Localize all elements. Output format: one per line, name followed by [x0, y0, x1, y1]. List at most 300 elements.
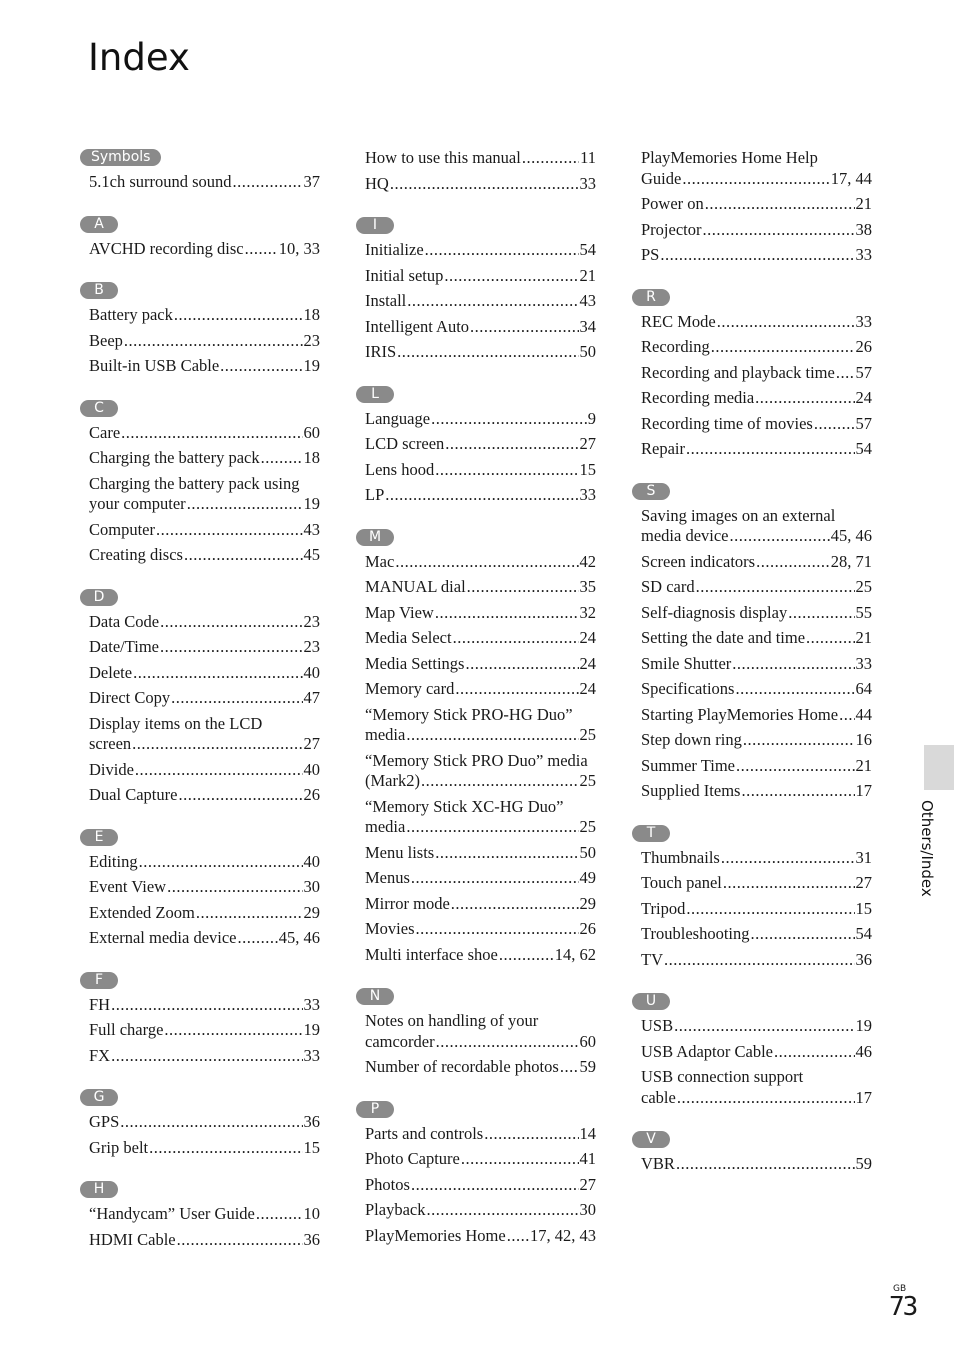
entry-term: Multi interface shoe: [365, 944, 498, 964]
entry-term: LCD screen: [365, 434, 445, 453]
entry-page-ref[interactable]: 36: [855, 949, 872, 969]
entry-page-ref[interactable]: 26: [303, 785, 320, 804]
entry-page-ref[interactable]: 29: [579, 893, 596, 913]
entry-page-ref[interactable]: 55: [855, 602, 872, 622]
index-entry[interactable]: [89, 850, 320, 873]
entry-page-ref[interactable]: 15: [579, 459, 596, 479]
index-entry[interactable]: [89, 686, 320, 709]
entry-line: [365, 240, 596, 261]
entry-page-ref[interactable]: 59: [855, 1154, 872, 1173]
index-entry[interactable]: [89, 1202, 320, 1225]
index-entry[interactable]: [641, 728, 872, 751]
entry-page-ref[interactable]: 9: [587, 408, 596, 428]
entry-page-ref[interactable]: 23: [303, 637, 320, 656]
index-entry[interactable]: [365, 749, 596, 792]
entry-line: [365, 317, 596, 338]
entry-page-ref[interactable]: 18: [303, 448, 320, 467]
entry-page-ref[interactable]: 46: [855, 1041, 872, 1061]
entry-line: [641, 628, 872, 649]
index-entry[interactable]: [89, 329, 320, 352]
entry-page-ref[interactable]: 54: [855, 439, 872, 458]
index-entry[interactable]: [641, 146, 872, 189]
entry-page-ref[interactable]: 32: [579, 602, 596, 622]
entry-page-ref[interactable]: 36: [303, 1112, 320, 1131]
entry-page-ref[interactable]: 25: [579, 771, 596, 790]
index-entry[interactable]: [641, 243, 872, 266]
index-entry[interactable]: [641, 1152, 872, 1175]
index-entry[interactable]: [641, 218, 872, 241]
index-entry[interactable]: [641, 677, 872, 700]
entry-line: [365, 771, 596, 792]
index-entry[interactable]: [641, 412, 872, 435]
index-entry[interactable]: [89, 1228, 320, 1251]
entry-page-ref[interactable]: 28, 71: [830, 551, 872, 571]
dot-leader: [756, 552, 830, 573]
entry-page-ref[interactable]: 10: [303, 1204, 320, 1223]
entry-page-ref[interactable]: 27: [855, 873, 872, 892]
index-entry[interactable]: [641, 652, 872, 675]
index-entry[interactable]: [641, 335, 872, 358]
dot-leader: [499, 945, 554, 966]
index-section: [356, 214, 596, 363]
index-entry[interactable]: [365, 146, 596, 169]
index-entry[interactable]: [89, 1110, 320, 1133]
index-entry[interactable]: [641, 948, 872, 971]
dot-leader: [177, 1230, 303, 1251]
index-entry[interactable]: [641, 192, 872, 215]
entry-page-ref[interactable]: 60: [303, 422, 320, 442]
entry-page-ref[interactable]: 24: [579, 679, 596, 698]
entry-page-ref[interactable]: 33: [579, 485, 596, 504]
dot-leader: [411, 868, 579, 889]
index-entry[interactable]: [365, 795, 596, 838]
entry-page-ref[interactable]: 30: [303, 877, 320, 896]
entry-list: [365, 1122, 596, 1247]
index-entry[interactable]: [89, 610, 320, 633]
entry-line: [89, 903, 320, 924]
index-entry[interactable]: [641, 601, 872, 624]
entry-line: [641, 848, 872, 869]
index-entry[interactable]: [89, 661, 320, 684]
entry-term-line: Saving images on an external: [641, 505, 836, 525]
index-entry[interactable]: [365, 1009, 596, 1052]
index-entry[interactable]: [365, 626, 596, 649]
index-entry[interactable]: [89, 901, 320, 924]
index-section: [80, 397, 320, 566]
index-entry[interactable]: [641, 1014, 872, 1037]
index-entry[interactable]: [365, 601, 596, 624]
entry-page-ref[interactable]: 27: [303, 734, 320, 753]
entry-term: Computer: [89, 519, 155, 539]
index-entry[interactable]: [89, 1018, 320, 1041]
dot-leader: [426, 1200, 578, 1221]
index-entry[interactable]: [89, 354, 320, 377]
index-entry[interactable]: [89, 783, 320, 806]
entry-term-line: “Memory Stick PRO-HG Duo”: [365, 704, 573, 724]
entry-line: [365, 1057, 596, 1078]
dot-leader: [736, 756, 855, 777]
section-letter-badge: S: [632, 483, 670, 500]
entry-line: [365, 919, 596, 940]
dot-leader: [406, 817, 578, 838]
dot-leader: [390, 174, 579, 195]
entry-page-ref[interactable]: 30: [579, 1200, 596, 1219]
index-entry[interactable]: [641, 575, 872, 598]
entry-page-ref[interactable]: 40: [303, 662, 320, 682]
entry-page-ref[interactable]: 47: [303, 688, 320, 707]
entry-page-ref[interactable]: 40: [303, 851, 320, 871]
entry-line: [365, 552, 596, 573]
entry-term: TV: [641, 949, 663, 969]
entry-page-ref[interactable]: 42: [579, 551, 596, 571]
entry-line: [641, 577, 872, 598]
entry-page-ref[interactable]: 33: [855, 245, 872, 264]
entry-line: [89, 734, 320, 755]
dot-leader: [164, 1020, 302, 1041]
entry-line: [365, 485, 596, 506]
index-entry[interactable]: [365, 917, 596, 940]
entry-term: Data Code: [89, 611, 160, 631]
dot-leader: [453, 628, 579, 649]
index-entry[interactable]: [89, 712, 320, 755]
entry-page-ref[interactable]: 57: [855, 413, 872, 433]
entry-page-ref[interactable]: 14: [579, 1123, 596, 1143]
dot-leader: [788, 603, 854, 624]
index-entry[interactable]: [89, 1136, 320, 1159]
dot-leader: [120, 1112, 302, 1133]
section-letter-badge: T: [632, 825, 670, 842]
index-entry[interactable]: [641, 361, 872, 384]
entry-page-ref[interactable]: 10, 33: [278, 238, 320, 258]
entry-term-line: “Memory Stick XC-HG Duo”: [365, 796, 564, 816]
entry-page-ref[interactable]: 43: [303, 519, 320, 539]
index-entry[interactable]: [365, 652, 596, 675]
index-entry[interactable]: [365, 1173, 596, 1196]
index-entry[interactable]: [89, 446, 320, 469]
entry-line: [89, 852, 320, 873]
entry-line: [365, 817, 596, 838]
entry-term: GPS: [89, 1112, 120, 1131]
index-entry[interactable]: [365, 703, 596, 746]
dot-leader: [411, 1175, 579, 1196]
entry-page-ref[interactable]: 37: [303, 172, 320, 191]
entry-line: [641, 1016, 872, 1037]
index-entry[interactable]: [641, 310, 872, 333]
dot-leader: [425, 240, 579, 261]
section-letter-badge: U: [632, 993, 670, 1010]
section-letter-badge: V: [632, 1131, 670, 1148]
entry-page-ref[interactable]: 45, 46: [830, 526, 872, 545]
section-letter-badge: L: [356, 386, 394, 403]
entry-term: Mac: [365, 551, 395, 571]
section-letter-badge: D: [80, 589, 118, 606]
index-entry[interactable]: [641, 922, 872, 945]
entry-term: Full charge: [89, 1020, 164, 1039]
entry-page-ref[interactable]: 21: [855, 194, 872, 213]
entry-page-ref[interactable]: 17, 42, 43: [530, 1225, 596, 1245]
entry-term: Self-diagnosis display: [641, 602, 788, 622]
entry-page-ref[interactable]: 26: [579, 919, 596, 938]
index-entry[interactable]: [365, 289, 596, 312]
entry-term: FX: [89, 1045, 111, 1065]
entry-line: [89, 331, 320, 352]
entry-term: screen: [89, 734, 132, 753]
entry-line: [641, 873, 872, 894]
index-entry[interactable]: [365, 315, 596, 338]
index-entry[interactable]: [365, 1198, 596, 1221]
index-entry[interactable]: [89, 543, 320, 566]
entry-line: [365, 945, 596, 966]
dot-leader: [674, 1016, 854, 1037]
entry-page-ref[interactable]: 24: [579, 653, 596, 673]
index-entry[interactable]: [89, 303, 320, 326]
index-entry[interactable]: [89, 237, 320, 260]
entry-page-ref[interactable]: 44: [855, 704, 872, 724]
index-entry[interactable]: [365, 458, 596, 481]
entry-page-ref[interactable]: 29: [303, 902, 320, 922]
entry-page-ref[interactable]: 33: [303, 1045, 320, 1065]
entry-page-ref[interactable]: 54: [855, 924, 872, 943]
entry-page-ref[interactable]: 25: [579, 817, 596, 836]
entry-page-ref[interactable]: 34: [579, 316, 596, 336]
index-entry[interactable]: [365, 866, 596, 889]
entry-term-line: PlayMemories Home Help: [641, 148, 818, 167]
section-letter-badge: Symbols: [80, 149, 161, 166]
index-entry[interactable]: [641, 897, 872, 920]
entry-page-ref[interactable]: 33: [855, 311, 872, 331]
entry-page-ref[interactable]: 21: [855, 628, 872, 647]
entry-page-ref[interactable]: 19: [303, 356, 320, 375]
entry-page-ref[interactable]: 60: [579, 1031, 596, 1051]
index-entry[interactable]: [365, 238, 596, 261]
entry-term: Date/Time: [89, 637, 159, 656]
entry-page-ref[interactable]: 11: [580, 148, 596, 167]
entry-term: media: [365, 725, 406, 744]
entry-term: Grip belt: [89, 1137, 149, 1157]
entry-term: How to use this manual: [365, 148, 521, 167]
entry-list: [89, 610, 320, 806]
dot-leader: [806, 628, 854, 649]
entry-line: [641, 169, 872, 190]
entry-page-ref[interactable]: 15: [855, 898, 872, 918]
entry-page-ref[interactable]: 24: [579, 628, 596, 647]
entry-page-ref[interactable]: 19: [303, 1020, 320, 1039]
index-entry[interactable]: [89, 421, 320, 444]
index-entry[interactable]: [89, 472, 320, 515]
index-entry[interactable]: [641, 504, 872, 547]
region-code: GB: [893, 1284, 907, 1294]
index-entry[interactable]: [89, 635, 320, 658]
index-entry[interactable]: [365, 550, 596, 573]
entry-term: Care: [89, 422, 121, 442]
entry-page-ref[interactable]: 24: [855, 388, 872, 407]
entry-page-ref[interactable]: 27: [579, 434, 596, 453]
dot-leader: [560, 1057, 579, 1078]
index-entry[interactable]: [89, 993, 320, 1016]
section-letter-badge: F: [80, 972, 118, 989]
entry-term: Specifications: [641, 679, 735, 698]
entry-line: [641, 439, 872, 460]
entry-term: Guide: [641, 168, 682, 188]
index-entry[interactable]: [365, 172, 596, 195]
index-entry[interactable]: [365, 340, 596, 363]
entry-line: [365, 148, 596, 169]
section-letter-badge: R: [632, 289, 670, 306]
index-entry[interactable]: [365, 943, 596, 966]
index-entry[interactable]: [89, 1044, 320, 1067]
entry-page-ref[interactable]: 14, 62: [554, 944, 596, 964]
index-entry[interactable]: [641, 846, 872, 869]
entry-line: [641, 756, 872, 777]
index-entry[interactable]: [641, 1040, 872, 1063]
entry-page-ref[interactable]: 21: [579, 265, 596, 285]
entry-page-ref[interactable]: 45, 46: [278, 928, 320, 947]
entry-page-ref[interactable]: 54: [579, 240, 596, 259]
entry-line: [641, 337, 872, 358]
entry-page-ref[interactable]: 23: [303, 330, 320, 350]
entry-line: [365, 291, 596, 312]
entry-term: (Mark2): [365, 771, 420, 790]
index-entry[interactable]: [365, 1147, 596, 1170]
index-entry[interactable]: [641, 626, 872, 649]
dot-leader: [451, 894, 579, 915]
entry-page-ref[interactable]: 43: [579, 291, 596, 310]
index-entry[interactable]: [365, 264, 596, 287]
index-entry[interactable]: [365, 575, 596, 598]
entry-page-ref[interactable]: 33: [579, 173, 596, 193]
entry-term: REC Mode: [641, 311, 716, 331]
dot-leader: [256, 1204, 303, 1225]
entry-page-ref[interactable]: 57: [855, 362, 872, 382]
index-entry[interactable]: [641, 1065, 872, 1108]
entry-line: [365, 342, 596, 363]
index-entry[interactable]: [89, 170, 320, 193]
entry-page-ref[interactable]: 17, 44: [830, 168, 872, 188]
index-entry[interactable]: [641, 871, 872, 894]
entry-page-ref[interactable]: 64: [855, 679, 872, 698]
index-entry[interactable]: [641, 386, 872, 409]
index-entry[interactable]: [89, 926, 320, 949]
index-entry[interactable]: [365, 483, 596, 506]
entry-term: camcorder: [365, 1031, 435, 1051]
index-entry[interactable]: [365, 407, 596, 430]
entry-term: FH: [89, 994, 111, 1014]
index-entry[interactable]: [365, 1122, 596, 1145]
entry-line: [641, 363, 872, 384]
entry-line: [89, 423, 320, 444]
entry-term: Extended Zoom: [89, 902, 195, 922]
entry-page-ref[interactable]: 50: [579, 842, 596, 862]
index-section: [632, 146, 872, 266]
dot-leader: [836, 363, 855, 384]
entry-term: Initial setup: [365, 265, 444, 285]
entry-line: [89, 612, 320, 633]
entry-page-ref[interactable]: 40: [303, 759, 320, 779]
index-entry[interactable]: [641, 550, 872, 573]
entry-page-ref[interactable]: 15: [303, 1137, 320, 1157]
entry-page-ref[interactable]: 19: [303, 494, 320, 513]
entry-line: [365, 1032, 596, 1053]
dot-leader: [435, 843, 578, 864]
entry-page-ref[interactable]: 16: [855, 730, 872, 749]
index-entry[interactable]: [365, 432, 596, 455]
entry-line: [365, 679, 596, 700]
entry-page-ref[interactable]: 45: [303, 545, 320, 564]
entry-term: Media Settings: [365, 653, 465, 673]
entry-line: [89, 305, 320, 326]
entry-page-ref[interactable]: 36: [303, 1229, 320, 1249]
entry-page-ref[interactable]: 49: [579, 868, 596, 887]
entry-term: Step down ring: [641, 730, 742, 749]
index-entry[interactable]: [89, 875, 320, 898]
index-entry[interactable]: [365, 841, 596, 864]
index-entry[interactable]: [641, 779, 872, 802]
entry-page-ref[interactable]: 21: [855, 755, 872, 775]
entry-page-ref[interactable]: 17: [855, 1087, 872, 1107]
entry-page-ref[interactable]: 41: [579, 1149, 596, 1168]
dot-leader: [705, 194, 855, 215]
index-entry[interactable]: [365, 1224, 596, 1247]
entry-page-ref[interactable]: 38: [855, 219, 872, 239]
entry-line: [89, 995, 320, 1016]
entry-page-ref[interactable]: 19: [855, 1016, 872, 1035]
entry-line: [89, 688, 320, 709]
entry-page-ref[interactable]: 35: [579, 577, 596, 596]
entry-list: [365, 550, 596, 966]
index-entry[interactable]: [365, 677, 596, 700]
index-entry[interactable]: [641, 703, 872, 726]
entry-term: Parts and controls: [365, 1123, 484, 1143]
entry-page-ref[interactable]: 18: [303, 305, 320, 324]
entry-page-ref[interactable]: 59: [579, 1057, 596, 1076]
entry-page-ref[interactable]: 33: [855, 653, 872, 673]
entry-page-ref[interactable]: 17: [855, 781, 872, 800]
entry-page-ref[interactable]: 50: [579, 342, 596, 361]
index-entry[interactable]: [365, 1055, 596, 1078]
entry-page-ref[interactable]: 25: [855, 577, 872, 596]
dot-leader: [455, 679, 578, 700]
dot-leader: [445, 434, 578, 455]
index-entry[interactable]: [641, 754, 872, 777]
entry-line: [89, 1230, 320, 1251]
chapter-tab-marker: [924, 745, 954, 790]
index-entry[interactable]: [641, 437, 872, 460]
dot-leader: [435, 603, 579, 624]
entry-line: [641, 603, 872, 624]
entry-term: Dual Capture: [89, 785, 178, 804]
entry-page-ref[interactable]: 33: [303, 994, 320, 1014]
entry-page-ref[interactable]: 31: [855, 847, 872, 867]
entry-term: Charging the battery pack: [89, 448, 260, 467]
entry-line: [641, 526, 872, 547]
index-section: [80, 969, 320, 1067]
index-entry[interactable]: [89, 518, 320, 541]
dot-leader: [174, 305, 303, 326]
entry-term: Setting the date and time: [641, 628, 806, 647]
entry-page-ref[interactable]: 27: [579, 1174, 596, 1194]
entry-page-ref[interactable]: 26: [855, 337, 872, 356]
index-section: [80, 279, 320, 377]
entry-page-ref[interactable]: 23: [303, 611, 320, 631]
entry-line: [641, 730, 872, 751]
entry-line: [641, 245, 872, 266]
entry-line: [89, 356, 320, 377]
index-entry[interactable]: [365, 892, 596, 915]
entry-line: [89, 1020, 320, 1041]
index-entry[interactable]: [89, 758, 320, 781]
dot-leader: [730, 526, 830, 547]
entry-page-ref[interactable]: 25: [579, 725, 596, 744]
